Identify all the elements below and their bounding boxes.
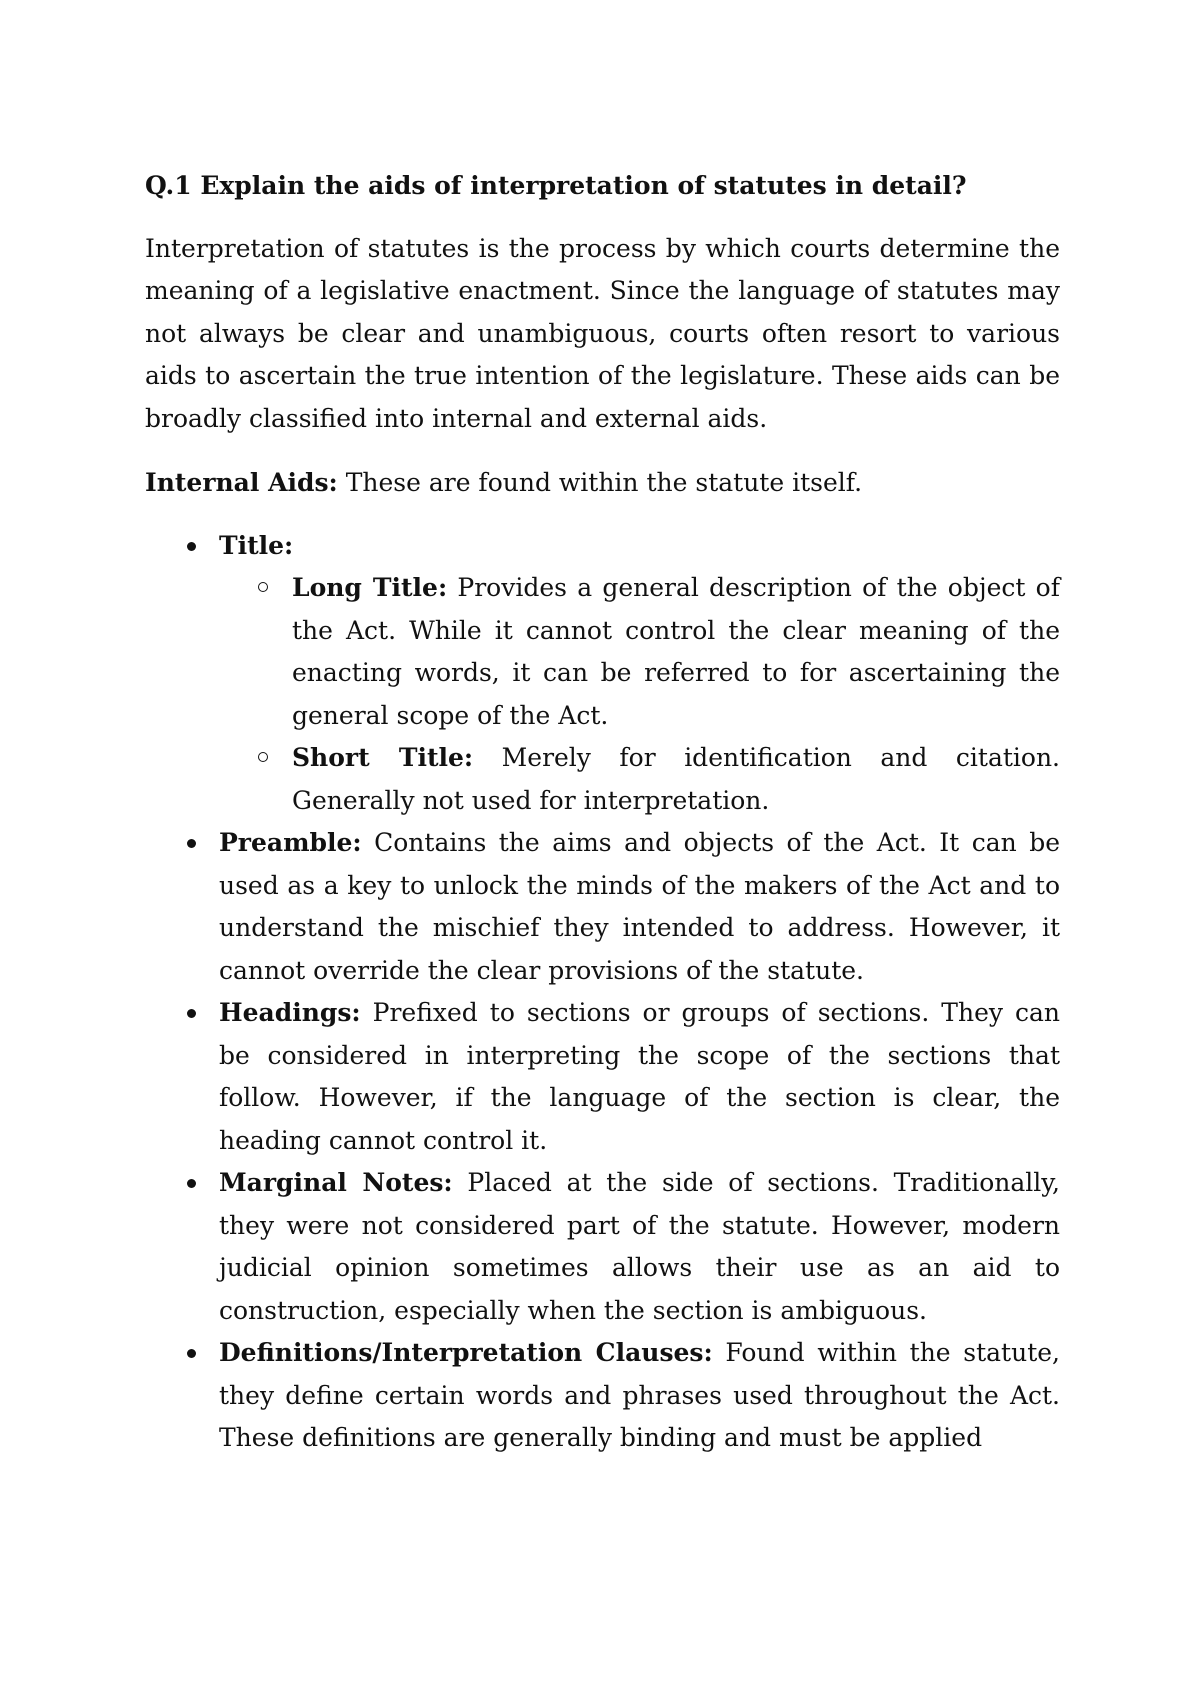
item-text: Contains the aims and objects of the Act. It can be used as a key to unlock the minds of the makers of the Act and to understand the mischief they intended to address. However, it cannot override the clear provisions of the statute. — [219, 828, 1060, 985]
list-item-preamble — [219, 822, 1060, 992]
question-heading: Q.1 Explain the aids of interpretation of statutes in detail? — [145, 171, 967, 200]
item-term: Marginal Notes: — [219, 1168, 453, 1197]
bullet-disc-icon — [187, 542, 196, 551]
list-item-headings — [219, 992, 1060, 1162]
document-page — [145, 165, 1060, 1460]
list-item-definitions — [219, 1332, 1060, 1460]
item-term: Long Title: — [292, 573, 448, 602]
bullet-circle-icon — [258, 752, 268, 762]
internal-aids-list — [145, 525, 1060, 1460]
bullet-disc-icon — [187, 1009, 196, 1018]
item-term: Headings: — [219, 998, 361, 1027]
item-text: Placed at the side of sections. Traditionally, they were not considered part of the statute. However, modern judicial opinion sometimes allows their use as an aid to construction, especially when the section is ambiguous. — [219, 1168, 1060, 1325]
bullet-disc-icon — [187, 1179, 196, 1188]
bullet-disc-icon — [187, 839, 196, 848]
internal-aids-text: These are found within the statute itself. — [337, 468, 863, 497]
title-sublist — [219, 567, 1060, 822]
item-term: Preamble: — [219, 828, 362, 857]
item-text: Merely for identification and citation. Generally not used for interpretation. — [292, 743, 1061, 815]
intro-paragraph: Interpretation of statutes is the process by which courts determine the meaning of a legislative enactment. Since the language of statutes may not always be clear and unambiguous, courts often resort to various aids to ascertain the true intention of the legislature. These aids can be broadly classified into internal and external aids. — [145, 233, 1060, 433]
item-text: Prefixed to sections or groups of sections. They can be considered in interpreting the scope of the sections that follow. However, if the language of the section is clear, the heading cannot control it. — [219, 998, 1060, 1155]
bullet-circle-icon — [258, 582, 268, 592]
bullet-disc-icon — [187, 1349, 196, 1358]
internal-aids-lead — [145, 462, 1060, 505]
internal-aids-label: Internal Aids: — [145, 468, 338, 497]
sublist-item-short-title — [292, 737, 1060, 822]
item-term: Definitions/Interpretation Clauses: — [219, 1338, 713, 1367]
sublist-item-long-title — [292, 567, 1060, 737]
item-term: Short Title: — [292, 743, 474, 772]
item-text: Provides a general description of the object of the Act. While it cannot control the clear meaning of the enacting words, it can be referred to for ascertaining the general scope of the Act. — [292, 573, 1060, 730]
list-item-marginal-notes — [219, 1162, 1060, 1332]
item-text: Found within the statute, they define certain words and phrases used throughout the Act. These definitions are generally binding and must be applied — [219, 1338, 1060, 1452]
item-term: Title: — [219, 530, 294, 560]
list-item-title — [219, 525, 1060, 823]
